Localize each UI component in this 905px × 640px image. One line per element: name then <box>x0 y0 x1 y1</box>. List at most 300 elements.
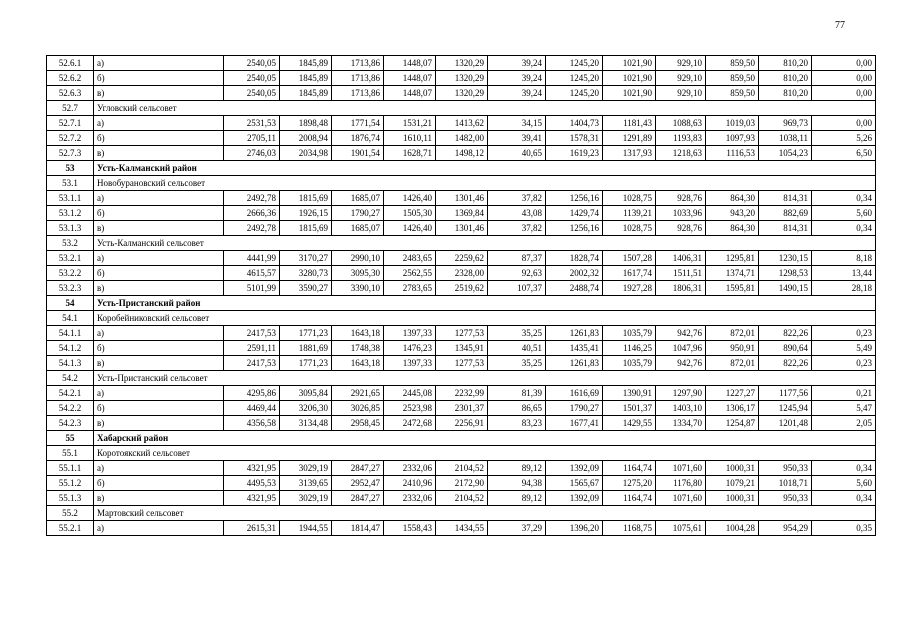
value-cell: 1898,48 <box>280 116 332 131</box>
value-cell: 13,44 <box>812 266 876 281</box>
value-cell: 1619,23 <box>546 146 603 161</box>
row-code: 54.1.2 <box>47 341 94 356</box>
section-title: Угловский сельсовет <box>94 101 876 116</box>
value-cell: 1277,53 <box>436 356 488 371</box>
value-cell: 1320,29 <box>436 71 488 86</box>
value-cell: 810,20 <box>759 86 812 101</box>
value-cell: 4469,44 <box>224 401 280 416</box>
value-cell: 39,41 <box>488 131 546 146</box>
value-cell: 1815,69 <box>280 191 332 206</box>
value-cell: 5101,99 <box>224 281 280 296</box>
value-cell: 3590,27 <box>280 281 332 296</box>
value-cell: 1021,90 <box>603 86 656 101</box>
tariff-table <box>46 55 876 536</box>
value-cell: 2562,55 <box>384 266 436 281</box>
value-cell: 929,10 <box>656 56 706 71</box>
value-cell: 1075,61 <box>656 521 706 536</box>
value-cell: 950,33 <box>759 461 812 476</box>
row-variant-label: а) <box>94 461 224 476</box>
value-cell: 1927,28 <box>603 281 656 296</box>
value-cell: 0,34 <box>812 191 876 206</box>
value-cell: 89,12 <box>488 491 546 506</box>
table-row <box>47 491 876 506</box>
value-cell: 1028,75 <box>603 221 656 236</box>
value-cell: 1643,18 <box>332 356 384 371</box>
table-row <box>47 266 876 281</box>
council-header-row <box>47 236 876 251</box>
row-code: 54.1.1 <box>47 326 94 341</box>
section-title: Коротоякский сельсовет <box>94 446 876 461</box>
value-cell: 2952,47 <box>332 476 384 491</box>
value-cell: 28,18 <box>812 281 876 296</box>
value-cell: 872,01 <box>706 356 759 371</box>
value-cell: 1298,53 <box>759 266 812 281</box>
value-cell: 864,30 <box>706 191 759 206</box>
row-code: 55.2 <box>47 506 94 521</box>
value-cell: 2172,90 <box>436 476 488 491</box>
value-cell: 1369,84 <box>436 206 488 221</box>
value-cell: 1097,93 <box>706 131 759 146</box>
value-cell: 929,10 <box>656 86 706 101</box>
row-code: 55 <box>47 431 94 446</box>
value-cell: 1116,53 <box>706 146 759 161</box>
value-cell: 1301,46 <box>436 191 488 206</box>
value-cell: 35,25 <box>488 326 546 341</box>
section-title: Усть-Калманский район <box>94 161 876 176</box>
value-cell: 3095,30 <box>332 266 384 281</box>
value-cell: 5,60 <box>812 206 876 221</box>
value-cell: 1435,41 <box>546 341 603 356</box>
row-code: 54.2 <box>47 371 94 386</box>
table-row <box>47 356 876 371</box>
value-cell: 1434,55 <box>436 521 488 536</box>
value-cell: 1392,09 <box>546 491 603 506</box>
value-cell: 1498,12 <box>436 146 488 161</box>
district-header-row <box>47 431 876 446</box>
value-cell: 1404,73 <box>546 116 603 131</box>
row-variant-label: в) <box>94 416 224 431</box>
value-cell: 2104,52 <box>436 461 488 476</box>
value-cell: 1507,28 <box>603 251 656 266</box>
value-cell: 1047,96 <box>656 341 706 356</box>
table-body <box>47 56 876 536</box>
value-cell: 2540,05 <box>224 56 280 71</box>
value-cell: 1643,18 <box>332 326 384 341</box>
value-cell: 1035,79 <box>603 326 656 341</box>
value-cell: 1088,63 <box>656 116 706 131</box>
value-cell: 1071,60 <box>656 491 706 506</box>
value-cell: 1595,81 <box>706 281 759 296</box>
value-cell: 0,00 <box>812 116 876 131</box>
value-cell: 2847,27 <box>332 461 384 476</box>
row-variant-label: а) <box>94 386 224 401</box>
value-cell: 2488,74 <box>546 281 603 296</box>
value-cell: 39,24 <box>488 71 546 86</box>
value-cell: 2002,32 <box>546 266 603 281</box>
value-cell: 1713,86 <box>332 71 384 86</box>
value-cell: 1558,43 <box>384 521 436 536</box>
value-cell: 950,33 <box>759 491 812 506</box>
value-cell: 1531,21 <box>384 116 436 131</box>
row-variant-label: а) <box>94 116 224 131</box>
value-cell: 0,00 <box>812 86 876 101</box>
value-cell: 1677,41 <box>546 416 603 431</box>
value-cell: 1306,17 <box>706 401 759 416</box>
value-cell: 890,64 <box>759 341 812 356</box>
value-cell: 1403,10 <box>656 401 706 416</box>
value-cell: 1713,86 <box>332 56 384 71</box>
value-cell: 0,23 <box>812 356 876 371</box>
value-cell: 1876,74 <box>332 131 384 146</box>
row-code: 54.1 <box>47 311 94 326</box>
value-cell: 1021,90 <box>603 56 656 71</box>
value-cell: 2519,62 <box>436 281 488 296</box>
value-cell: 4441,99 <box>224 251 280 266</box>
value-cell: 1396,20 <box>546 521 603 536</box>
value-cell: 2746,03 <box>224 146 280 161</box>
value-cell: 2615,31 <box>224 521 280 536</box>
value-cell: 810,20 <box>759 56 812 71</box>
value-cell: 1771,23 <box>280 356 332 371</box>
table-row <box>47 461 876 476</box>
council-header-row <box>47 506 876 521</box>
table-row <box>47 386 876 401</box>
value-cell: 1245,20 <box>546 71 603 86</box>
row-variant-label: б) <box>94 401 224 416</box>
value-cell: 2540,05 <box>224 86 280 101</box>
table-row <box>47 221 876 236</box>
value-cell: 0,34 <box>812 221 876 236</box>
row-code: 55.1.1 <box>47 461 94 476</box>
value-cell: 3134,48 <box>280 416 332 431</box>
row-code: 52.6.1 <box>47 56 94 71</box>
value-cell: 4321,95 <box>224 461 280 476</box>
value-cell: 950,91 <box>706 341 759 356</box>
value-cell: 1845,89 <box>280 86 332 101</box>
value-cell: 1616,69 <box>546 386 603 401</box>
value-cell: 942,76 <box>656 326 706 341</box>
value-cell: 39,24 <box>488 86 546 101</box>
value-cell: 107,37 <box>488 281 546 296</box>
value-cell: 1320,29 <box>436 56 488 71</box>
row-code: 54.1.3 <box>47 356 94 371</box>
table-row <box>47 131 876 146</box>
value-cell: 37,82 <box>488 191 546 206</box>
value-cell: 929,10 <box>656 71 706 86</box>
value-cell: 1790,27 <box>332 206 384 221</box>
value-cell: 6,50 <box>812 146 876 161</box>
value-cell: 1256,16 <box>546 221 603 236</box>
value-cell: 4495,53 <box>224 476 280 491</box>
value-cell: 969,73 <box>759 116 812 131</box>
value-cell: 1685,07 <box>332 221 384 236</box>
value-cell: 1146,25 <box>603 341 656 356</box>
value-cell: 8,18 <box>812 251 876 266</box>
row-variant-label: в) <box>94 221 224 236</box>
value-cell: 1261,83 <box>546 356 603 371</box>
district-header-row <box>47 161 876 176</box>
value-cell: 1397,33 <box>384 326 436 341</box>
table-row <box>47 86 876 101</box>
row-code: 53.1.1 <box>47 191 94 206</box>
value-cell: 1392,09 <box>546 461 603 476</box>
value-cell: 1033,96 <box>656 206 706 221</box>
value-cell: 92,63 <box>488 266 546 281</box>
value-cell: 0,23 <box>812 326 876 341</box>
value-cell: 1511,51 <box>656 266 706 281</box>
value-cell: 2492,78 <box>224 221 280 236</box>
value-cell: 35,25 <box>488 356 546 371</box>
table-row <box>47 401 876 416</box>
row-code: 52.7 <box>47 101 94 116</box>
row-code: 55.1.2 <box>47 476 94 491</box>
row-variant-label: б) <box>94 476 224 491</box>
value-cell: 1021,90 <box>603 71 656 86</box>
value-cell: 1245,20 <box>546 56 603 71</box>
value-cell: 0,34 <box>812 491 876 506</box>
value-cell: 1628,71 <box>384 146 436 161</box>
value-cell: 5,60 <box>812 476 876 491</box>
value-cell: 2417,53 <box>224 326 280 341</box>
value-cell: 928,76 <box>656 221 706 236</box>
value-cell: 2921,65 <box>332 386 384 401</box>
value-cell: 2591,11 <box>224 341 280 356</box>
value-cell: 1845,89 <box>280 56 332 71</box>
row-variant-label: в) <box>94 281 224 296</box>
value-cell: 1176,80 <box>656 476 706 491</box>
value-cell: 1448,07 <box>384 86 436 101</box>
row-code: 53 <box>47 161 94 176</box>
value-cell: 1038,11 <box>759 131 812 146</box>
table-row <box>47 416 876 431</box>
table-row <box>47 251 876 266</box>
value-cell: 2,05 <box>812 416 876 431</box>
value-cell: 1505,30 <box>384 206 436 221</box>
value-cell: 1565,67 <box>546 476 603 491</box>
value-cell: 4321,95 <box>224 491 280 506</box>
value-cell: 1828,74 <box>546 251 603 266</box>
value-cell: 1291,89 <box>603 131 656 146</box>
value-cell: 864,30 <box>706 221 759 236</box>
value-cell: 1164,74 <box>603 461 656 476</box>
value-cell: 2990,10 <box>332 251 384 266</box>
value-cell: 943,20 <box>706 206 759 221</box>
value-cell: 1490,15 <box>759 281 812 296</box>
row-code: 55.2.1 <box>47 521 94 536</box>
row-variant-label: б) <box>94 131 224 146</box>
table-row <box>47 521 876 536</box>
value-cell: 5,47 <box>812 401 876 416</box>
row-variant-label: б) <box>94 71 224 86</box>
value-cell: 83,23 <box>488 416 546 431</box>
row-variant-label: в) <box>94 491 224 506</box>
value-cell: 1610,11 <box>384 131 436 146</box>
row-code: 52.7.1 <box>47 116 94 131</box>
row-variant-label: а) <box>94 326 224 341</box>
value-cell: 1275,20 <box>603 476 656 491</box>
row-variant-label: в) <box>94 86 224 101</box>
row-code: 52.7.2 <box>47 131 94 146</box>
value-cell: 1018,71 <box>759 476 812 491</box>
value-cell: 1413,62 <box>436 116 488 131</box>
section-title: Усть-Калманский сельсовет <box>94 236 876 251</box>
value-cell: 1177,56 <box>759 386 812 401</box>
value-cell: 1501,37 <box>603 401 656 416</box>
row-code: 52.6.3 <box>47 86 94 101</box>
row-variant-label: а) <box>94 56 224 71</box>
value-cell: 4356,58 <box>224 416 280 431</box>
table-row <box>47 206 876 221</box>
row-variant-label: в) <box>94 146 224 161</box>
value-cell: 1168,75 <box>603 521 656 536</box>
value-cell: 2958,45 <box>332 416 384 431</box>
value-cell: 2008,94 <box>280 131 332 146</box>
table-row <box>47 476 876 491</box>
value-cell: 814,31 <box>759 191 812 206</box>
value-cell: 1771,54 <box>332 116 384 131</box>
value-cell: 1019,03 <box>706 116 759 131</box>
value-cell: 1406,31 <box>656 251 706 266</box>
value-cell: 822,26 <box>759 356 812 371</box>
value-cell: 40,51 <box>488 341 546 356</box>
row-code: 52.6.2 <box>47 71 94 86</box>
value-cell: 1476,23 <box>384 341 436 356</box>
section-title: Усть-Пристанский сельсовет <box>94 371 876 386</box>
value-cell: 1806,31 <box>656 281 706 296</box>
value-cell: 1334,70 <box>656 416 706 431</box>
row-variant-label: б) <box>94 341 224 356</box>
value-cell: 1578,31 <box>546 131 603 146</box>
row-code: 53.1 <box>47 176 94 191</box>
district-header-row <box>47 296 876 311</box>
value-cell: 1277,53 <box>436 326 488 341</box>
value-cell: 2417,53 <box>224 356 280 371</box>
value-cell: 1164,74 <box>603 491 656 506</box>
value-cell: 1320,29 <box>436 86 488 101</box>
value-cell: 1230,15 <box>759 251 812 266</box>
row-variant-label: а) <box>94 521 224 536</box>
row-code: 54.2.3 <box>47 416 94 431</box>
value-cell: 1317,93 <box>603 146 656 161</box>
value-cell: 1944,55 <box>280 521 332 536</box>
value-cell: 1926,15 <box>280 206 332 221</box>
value-cell: 1071,60 <box>656 461 706 476</box>
value-cell: 2783,65 <box>384 281 436 296</box>
value-cell: 1617,74 <box>603 266 656 281</box>
value-cell: 3029,19 <box>280 491 332 506</box>
value-cell: 87,37 <box>488 251 546 266</box>
value-cell: 1245,20 <box>546 86 603 101</box>
value-cell: 1429,55 <box>603 416 656 431</box>
value-cell: 43,08 <box>488 206 546 221</box>
value-cell: 3139,65 <box>280 476 332 491</box>
value-cell: 1448,07 <box>384 71 436 86</box>
row-variant-label: в) <box>94 356 224 371</box>
value-cell: 1448,07 <box>384 56 436 71</box>
value-cell: 1748,38 <box>332 341 384 356</box>
table-row <box>47 56 876 71</box>
value-cell: 1079,21 <box>706 476 759 491</box>
section-title: Мартовский сельсовет <box>94 506 876 521</box>
value-cell: 1193,83 <box>656 131 706 146</box>
table-row <box>47 281 876 296</box>
value-cell: 1426,40 <box>384 191 436 206</box>
value-cell: 37,82 <box>488 221 546 236</box>
row-variant-label: б) <box>94 206 224 221</box>
row-code: 54.2.1 <box>47 386 94 401</box>
value-cell: 1390,91 <box>603 386 656 401</box>
value-cell: 1000,31 <box>706 491 759 506</box>
value-cell: 2523,98 <box>384 401 436 416</box>
row-code: 53.2.2 <box>47 266 94 281</box>
value-cell: 5,49 <box>812 341 876 356</box>
row-code: 54 <box>47 296 94 311</box>
value-cell: 1295,81 <box>706 251 759 266</box>
value-cell: 2301,37 <box>436 401 488 416</box>
value-cell: 39,24 <box>488 56 546 71</box>
value-cell: 1713,86 <box>332 86 384 101</box>
value-cell: 872,01 <box>706 326 759 341</box>
value-cell: 1035,79 <box>603 356 656 371</box>
value-cell: 2256,91 <box>436 416 488 431</box>
value-cell: 1790,27 <box>546 401 603 416</box>
value-cell: 1345,91 <box>436 341 488 356</box>
row-code: 54.2.2 <box>47 401 94 416</box>
value-cell: 3026,85 <box>332 401 384 416</box>
section-title: Коробейниковский сельсовет <box>94 311 876 326</box>
value-cell: 822,26 <box>759 326 812 341</box>
value-cell: 1181,43 <box>603 116 656 131</box>
value-cell: 5,26 <box>812 131 876 146</box>
value-cell: 1901,54 <box>332 146 384 161</box>
row-code: 53.2.3 <box>47 281 94 296</box>
value-cell: 4615,57 <box>224 266 280 281</box>
value-cell: 89,12 <box>488 461 546 476</box>
value-cell: 3280,73 <box>280 266 332 281</box>
value-cell: 0,34 <box>812 461 876 476</box>
value-cell: 0,00 <box>812 56 876 71</box>
row-code: 53.1.3 <box>47 221 94 236</box>
value-cell: 2847,27 <box>332 491 384 506</box>
value-cell: 3095,84 <box>280 386 332 401</box>
value-cell: 94,38 <box>488 476 546 491</box>
row-code: 52.7.3 <box>47 146 94 161</box>
value-cell: 810,20 <box>759 71 812 86</box>
value-cell: 942,76 <box>656 356 706 371</box>
row-code: 53.1.2 <box>47 206 94 221</box>
row-code: 55.1.3 <box>47 491 94 506</box>
value-cell: 1256,16 <box>546 191 603 206</box>
value-cell: 2104,52 <box>436 491 488 506</box>
value-cell: 0,35 <box>812 521 876 536</box>
value-cell: 1374,71 <box>706 266 759 281</box>
section-title: Усть-Пристанский район <box>94 296 876 311</box>
row-code: 55.1 <box>47 446 94 461</box>
value-cell: 37,29 <box>488 521 546 536</box>
table-row <box>47 326 876 341</box>
value-cell: 1397,33 <box>384 356 436 371</box>
table-row <box>47 191 876 206</box>
value-cell: 2328,00 <box>436 266 488 281</box>
value-cell: 1845,89 <box>280 71 332 86</box>
value-cell: 1000,31 <box>706 461 759 476</box>
value-cell: 882,69 <box>759 206 812 221</box>
value-cell: 1218,63 <box>656 146 706 161</box>
table-row <box>47 116 876 131</box>
page-number: 77 <box>835 20 845 31</box>
value-cell: 1881,69 <box>280 341 332 356</box>
value-cell: 1815,69 <box>280 221 332 236</box>
